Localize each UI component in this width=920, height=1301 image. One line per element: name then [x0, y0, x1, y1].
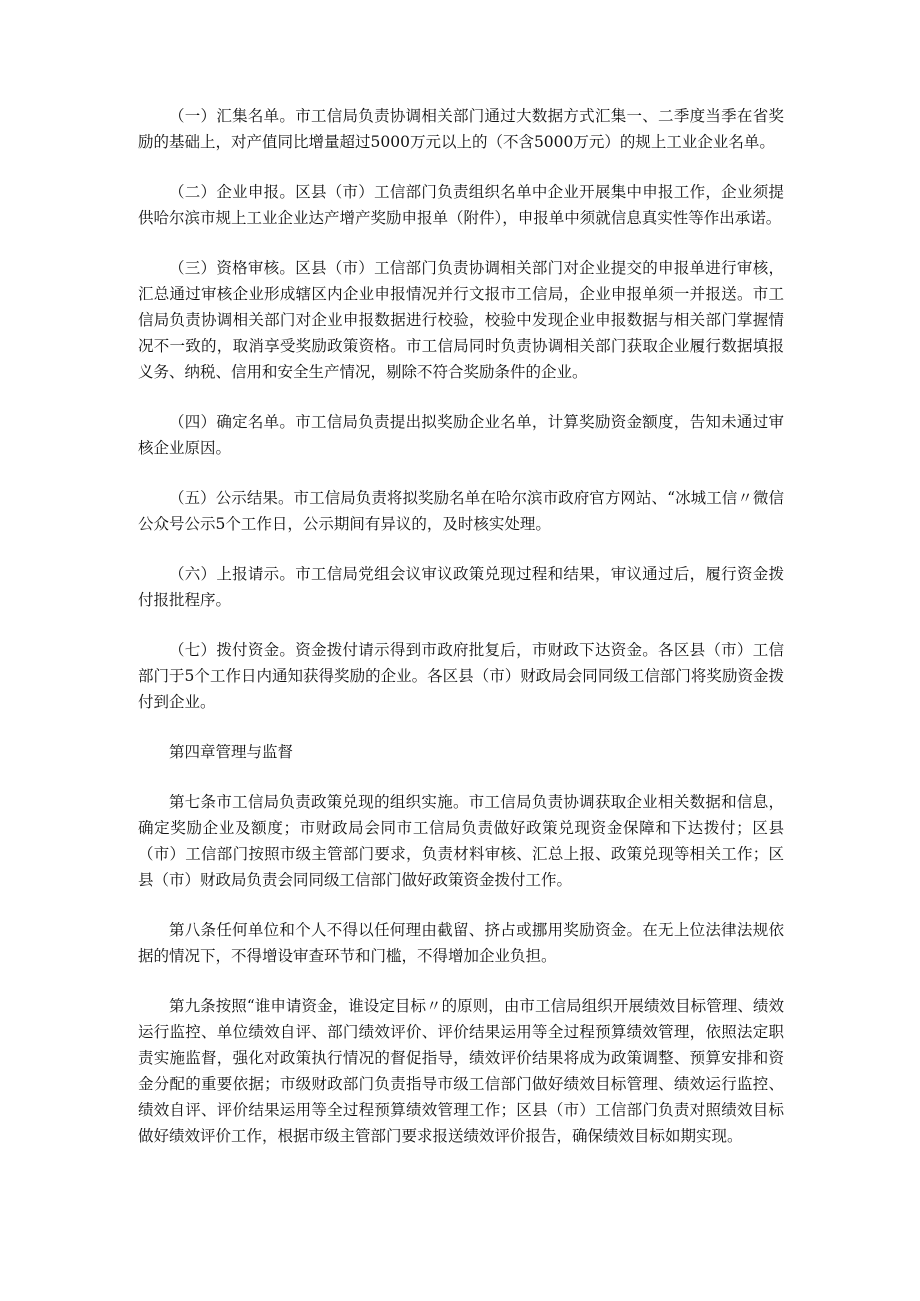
- article-8: 第八条任何单位和个人不得以任何理由截留、挤占或挪用奖励资金。在无上位法律法规依据的情况下，不得增设审查环节和门槛，不得增加企业负担。: [138, 921, 784, 965]
- paragraph-disburse-funds: （七）拨付资金。资金拨付请示得到市政府批复后，市财政下达资金。各区县（市）工信部门于5个工作日内通知获得奖励的企业。各区县（市）财政局会同同级工信部门将奖励资金拨付到企业。: [138, 641, 784, 711]
- paragraph-publicize-results: （五）公示结果。市工信局负责将拟奖励名单在哈尔滨市政府官方网站、“冰城工信〃微信公众号公示5个工作日，公示期间有异议的，及时核实处理。: [138, 489, 784, 533]
- paragraph-enterprise-application: （二）企业申报。区县（市）工信部门负责组织名单中企业开展集中申报工作，企业须提供哈尔滨市规上工业企业达产增产奖励申报单（附件），申报单中须就信息真实性等作出承诺。: [138, 183, 784, 227]
- article-7: 第七条市工信局负责政策兑现的组织实施。市工信局负责协调获取企业相关数据和信息，确定奖励企业及额度；市财政局会同市工信局负责做好政策兑现资金保障和下达拨付；区县（市）工信部门按照市级主管部门要求，负责材料审核、汇总上报、政策兑现等相关工作；区县（市）财政局负责会同同级工信部门做好政策资金拨付工作。: [138, 793, 784, 889]
- article-9: 第九条按照“谁申请资金，谁设定目标〃的原则，由市工信局组织开展绩效目标管理、绩效运行监控、单位绩效自评、部门绩效评价、评价结果运用等全过程预算绩效管理，依照法定职责实施监督，强化对政策执行情况的督促指导，绩效评价结果将成为政策调整、预算安排和资金分配的重要依据；市级财政部门负责指导市级工信部门做好绩效目标管理、绩效运行监控、绩效自评、评价结果运用等全过程预算绩效管理工作；区县（市）工信部门负责对照绩效目标做好绩效评价工作，根据市级主管部门要求报送绩效评价报告，确保绩效目标如期实现。: [138, 997, 784, 1145]
- document-page: [138, 103, 784, 1173]
- paragraph-confirm-list: （四）确定名单。市工信局负责提出拟奖励企业名单，计算奖励资金额度，告知未通过审核企业原因。: [138, 413, 784, 457]
- paragraph-report-request: （六）上报请示。市工信局党组会议审议政策兑现过程和结果，审议通过后，履行资金拨付报批程序。: [138, 565, 784, 609]
- paragraph-qualification-review: （三）资格审核。区县（市）工信部门负责协调相关部门对企业提交的申报单进行审核，汇总通过审核企业形成辖区内企业申报情况并行文报市工信局，企业申报单须一并报送。市工信局负责协调相关部门对企业申报数据进行校验，校验中发现企业申报数据与相关部门掌握情况不一致的，取消享受奖励政策资格。市工信局同时负责协调相关部门获取企业履行数据填报义务、纳税、信用和安全生产情况，剔除不符合奖励条件的企业。: [138, 259, 784, 381]
- paragraph-collect-list: （一）汇集名单。市工信局负责协调相关部门通过大数据方式汇集一、二季度当季在省奖励的基础上，对产值同比增量超过5000万元以上的（不含5000万元）的规上工业企业名单。: [138, 107, 784, 151]
- chapter-heading: 第四章管理与监督: [169, 743, 294, 761]
